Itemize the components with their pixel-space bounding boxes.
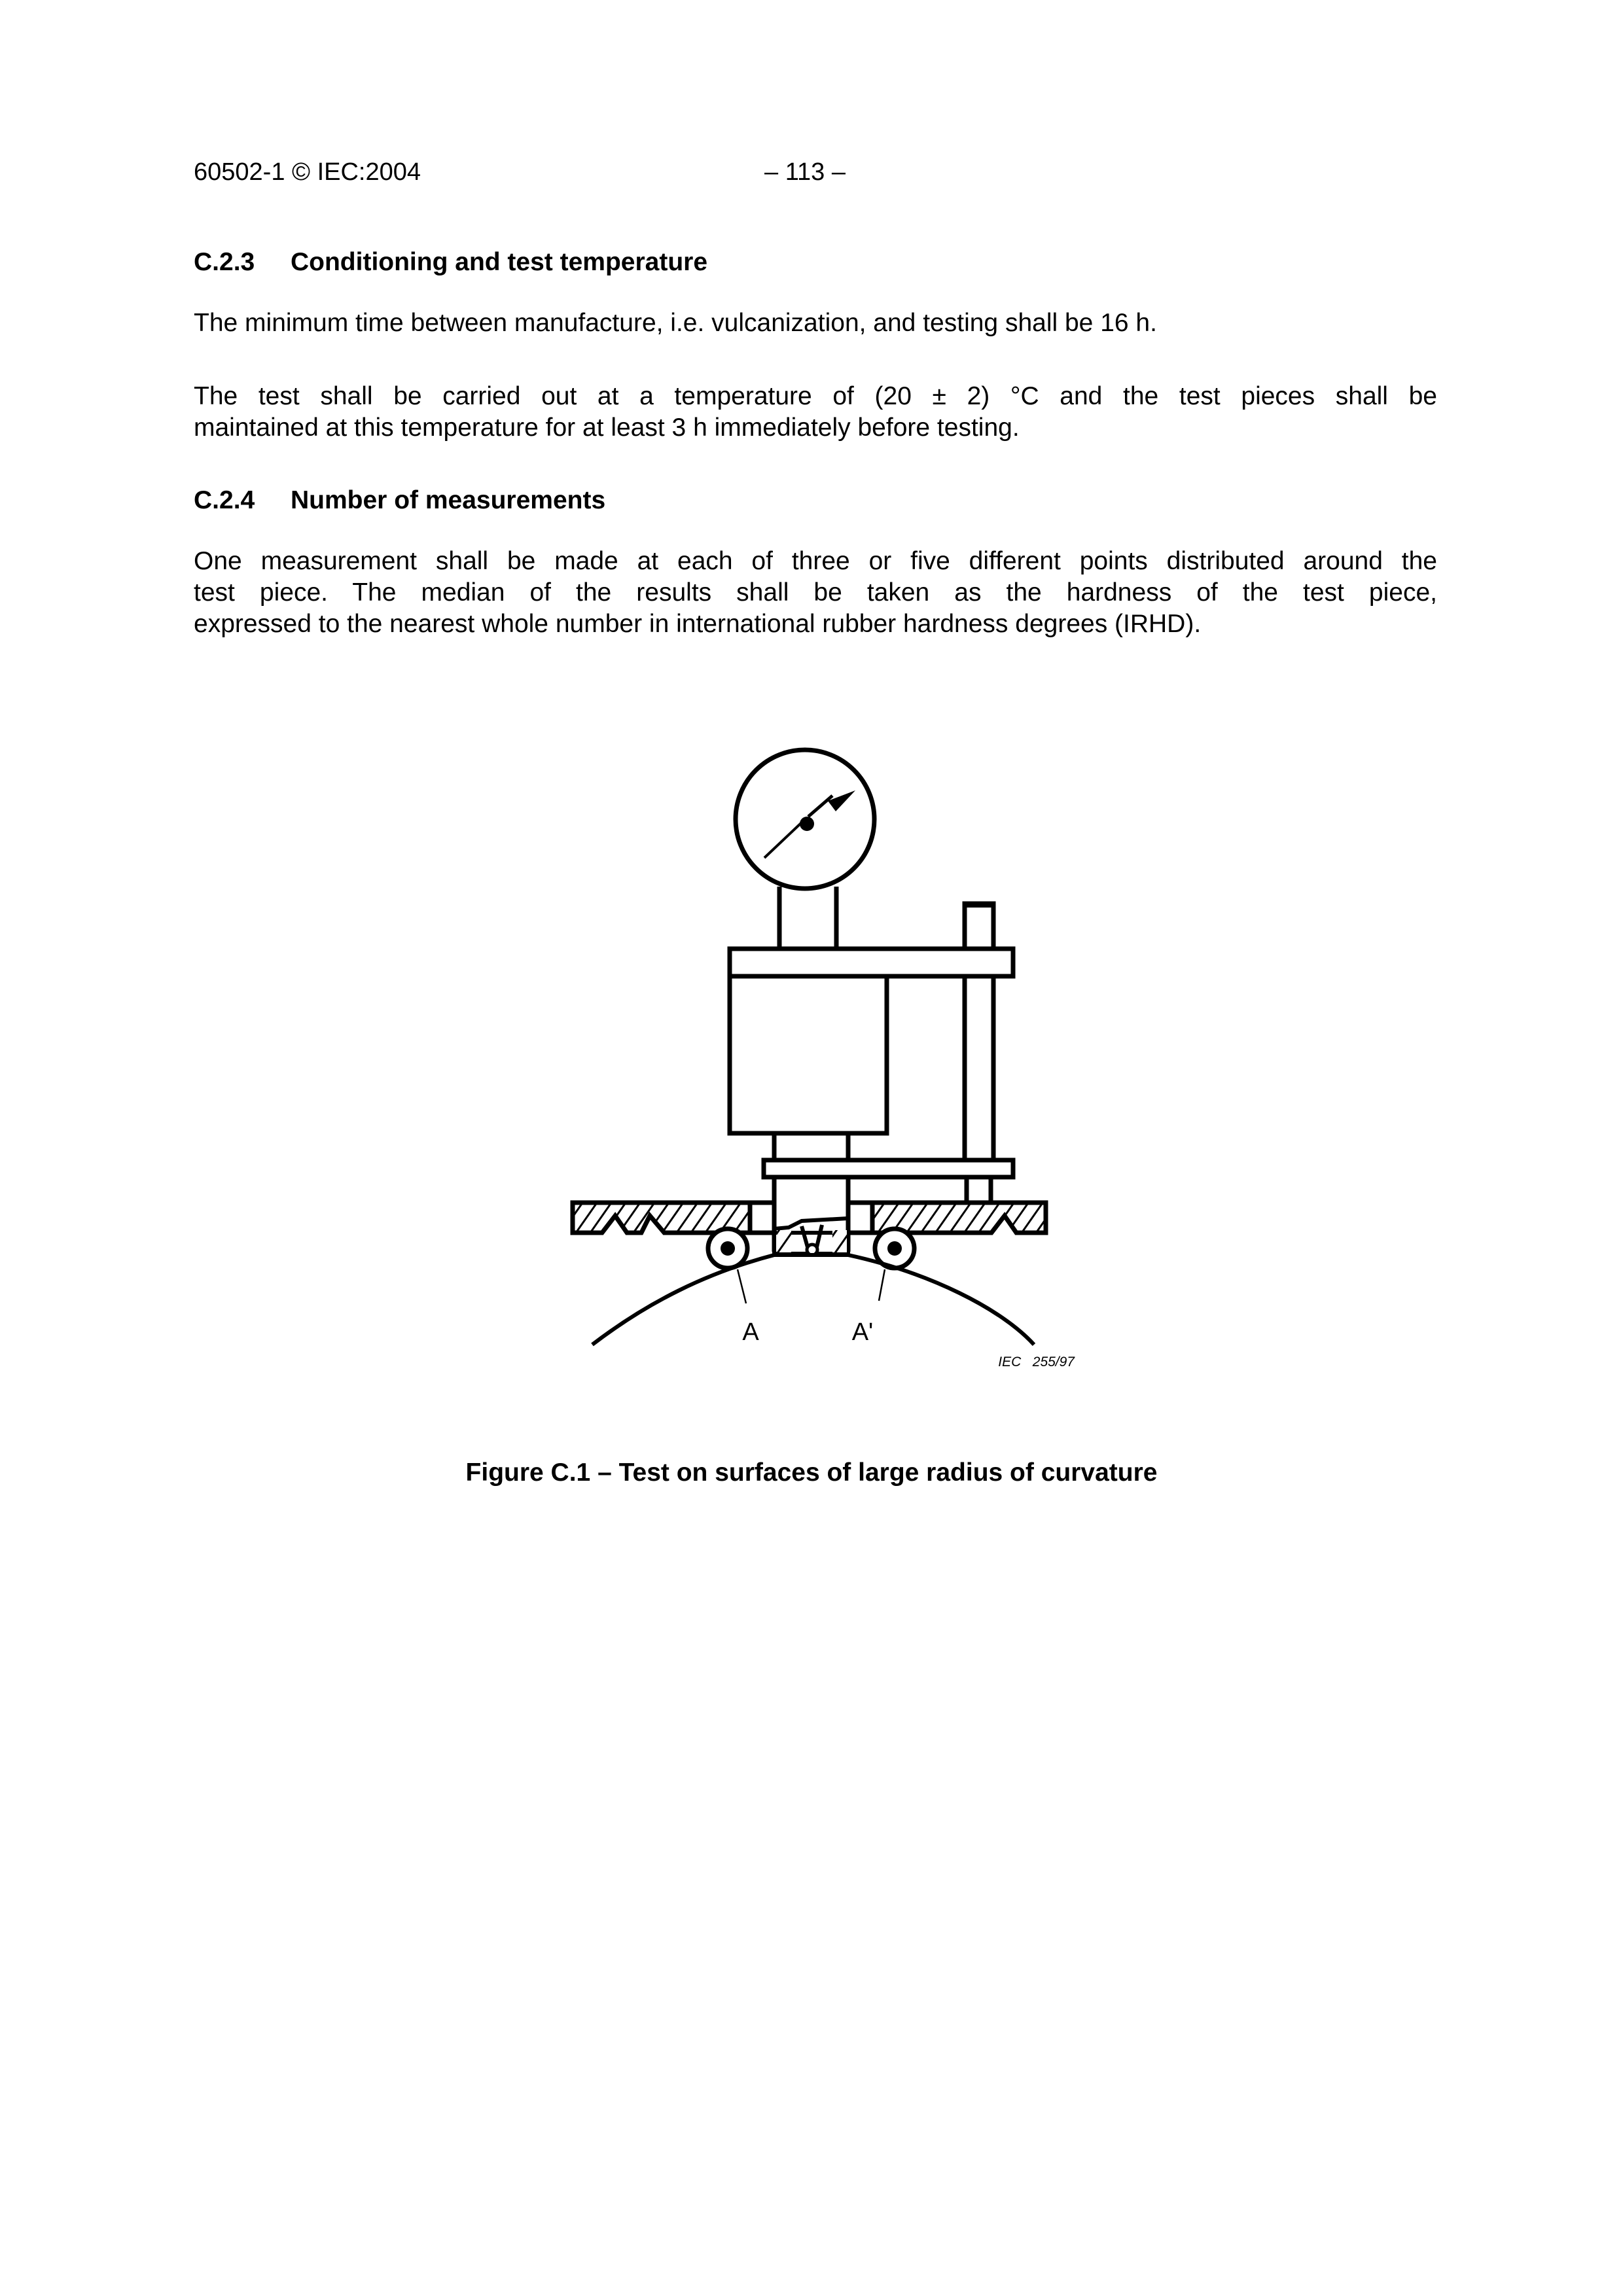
paragraph-line: expressed to the nearest whole number in international rubber hardness degrees (IRHD). (194, 610, 1202, 638)
paragraph-line: The test shall be carried out at a temperature of (20 ± 2) °C and the test pieces shall be (194, 382, 1437, 410)
paragraph-line: The minimum time between manufacture, i.e. vulcanization, and testing shall be 16 h. (194, 309, 1157, 337)
paragraph-line: One measurement shall be made at each of three or five different points distributed around the (194, 547, 1437, 575)
label-contact-a: A (742, 1318, 759, 1346)
curved-test-surface (592, 1255, 1034, 1345)
page-number: – 113 – (764, 158, 846, 186)
section-number: C.2.4 (194, 486, 255, 514)
figure-caption: Figure C.1 – Test on surfaces of large radius of curvature (465, 1458, 1158, 1487)
instrument-body (730, 976, 887, 1133)
label-contact-a-prime: A' (851, 1318, 874, 1346)
paragraph-line: maintained at this temperature for at least 3 h immediately before testing. (194, 414, 1020, 442)
section-title: Conditioning and test temperature (291, 248, 708, 276)
section-title: Number of measurements (291, 486, 606, 514)
paragraph-line: test piece. The median of the results shall be taken as the hardness of the test piece, (194, 578, 1437, 607)
gauge-pivot (800, 817, 814, 831)
section-number: C.2.3 (194, 248, 255, 276)
figure-reference: IEC 255/97 (998, 1354, 1075, 1369)
lower-crossbar (764, 1160, 1013, 1177)
top-crossbar (730, 949, 1013, 976)
upright-column (965, 904, 993, 1165)
document-id: 60502-1 © IEC:2004 (194, 158, 421, 186)
